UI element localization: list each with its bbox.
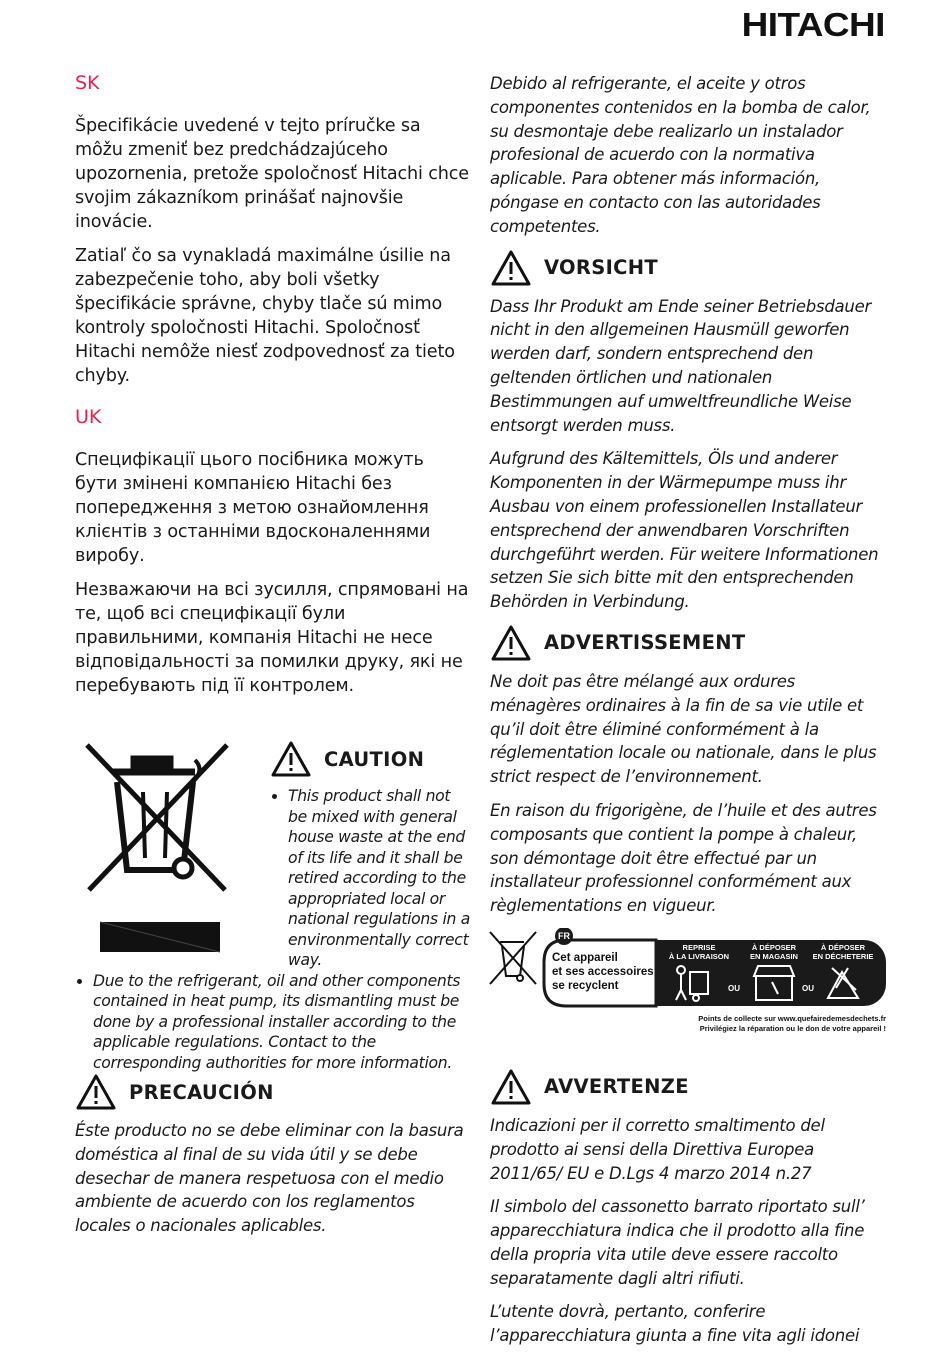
crossed-bin-small-icon bbox=[490, 932, 536, 984]
avvertenze-heading bbox=[490, 1068, 890, 1106]
fr-col1-b: À LA LIVRAISON bbox=[668, 951, 730, 961]
caution-title: CAUTION bbox=[324, 747, 425, 771]
fr-footer-2: Privilégiez la réparation ou le don de votre appareil ! bbox=[699, 1023, 886, 1033]
avvertenze-paragraph-2: Il simbolo del cassonetto barrato riportato sull’ apparecchiatura indica che il prodotto alla fine della propria vita utile deve essere raccolto separatamente dagli altri rifiuti. bbox=[490, 1197, 865, 1288]
warning-icon bbox=[270, 740, 312, 778]
fr-col3-a: À DÉPOSER bbox=[820, 942, 866, 952]
fr-line-1: Cet appareil bbox=[552, 951, 618, 964]
warning-icon bbox=[490, 624, 532, 662]
fr-line-2: et ses accessoires bbox=[552, 965, 654, 978]
fr-col2-a: À DÉPOSER bbox=[751, 942, 797, 952]
avertissement-title: ADVERTISSEMENT bbox=[544, 631, 746, 655]
lang-label-uk: UK bbox=[75, 406, 102, 428]
sk-paragraph-2: Zatiaľ čo sa vynakladá maximálne úsilie na zabezpečenie toho, aby boli všetky špecifikácie správne, chyby tlače sú mimo kontroly spoločnosti Hitachi. Spoločnosť Hitachi nemôže niesť zodpovednosť za tieto chyby. bbox=[75, 246, 455, 386]
fr-footer-1: Points de collecte sur www.quefairedemesdechets.fr bbox=[698, 1013, 886, 1023]
avvertenze-paragraph-1: Indicazioni per il corretto smaltimento del prodotto ai sensi della Direttiva Europea 2011/65/ EU e D.Lgs 4 marzo 2014 n.27 bbox=[490, 1115, 825, 1183]
fr-badge: FR bbox=[558, 930, 570, 941]
caution-bullet-1: • This product shall not be mixed with general house waste at the end of its life and it shall be retired according to the appropriated local or national regulations in a environmentally correct way. bbox=[288, 786, 470, 971]
fr-ou-2: OU bbox=[802, 983, 814, 993]
caution-heading bbox=[270, 740, 470, 778]
precaucion-paragraph: Éste producto no se debe eliminar con la basura doméstica al final de su vida útil y se debe desechar de manera respetuosa con el medio ambiente de acuerdo con los reglamentos locales o nacionales aplicables. bbox=[75, 1121, 464, 1236]
uk-paragraph-1: Специфікації цього посібника можуть бути змінені компанією Hitachi без попередження з метою ознайомлення клієнтів з останніми вдосконаленнями виробу. bbox=[75, 450, 431, 566]
vorsicht-heading bbox=[490, 249, 890, 287]
fr-line-3: se recyclent bbox=[552, 979, 619, 992]
fr-col3-b: EN DÉCHETERIE bbox=[812, 951, 874, 961]
uk-paragraph-2: Незважаючи на всі зусилля, спрямовані на те, щоб всі специфікації були правильними, компанія Hitachi не несе відповідальності за помилки друку, які не перебувають під її контролем. bbox=[75, 580, 469, 696]
warning-icon bbox=[490, 249, 532, 287]
vorsicht-paragraph-2: Aufgrund des Kältemittels, Öls und anderer Komponenten in der Wärmepumpe muss ihr Ausbau von einem professionellen Installateur entsprechend der anwendbaren Vorschriften durchgeführt werden. Für weitere Informationen setzen Sie sich bitte mit den entsprechenden Behörden in Verbindung. bbox=[490, 449, 879, 612]
hitachi-logo: HITACHI bbox=[741, 6, 885, 43]
vorsicht-title: VORSICHT bbox=[544, 256, 658, 280]
sk-paragraph-1: Špecifikácie uvedené v tejto príručke sa môžu zmeniť bez predchádzajúceho upozornenia, pretože spoločnosť Hitachi chce svojim zákazníkom prinášať najnovšie inovácie. bbox=[75, 116, 469, 232]
right-column bbox=[490, 72, 890, 1358]
avvertenze-title: AVVERTENZE bbox=[544, 1075, 689, 1099]
fr-col1-a: REPRISE bbox=[682, 942, 716, 952]
warning-icon bbox=[75, 1073, 117, 1111]
caution-bullet-2: • Due to the refrigerant, oil and other components contained in heat pump, its dismantling must be done by a professional installer according to the applicable regulations. Contact to the corresponding authorities for more information. bbox=[93, 971, 470, 1074]
fr-col2-b: EN MAGASIN bbox=[750, 951, 798, 961]
avvertenze-paragraph-3: L’utente dovrà, pertanto, conferire l’apparecchiatura giunta a fine vita agli idonei bbox=[490, 1302, 860, 1346]
left-column bbox=[75, 70, 470, 1248]
crossed-bin-icon bbox=[75, 740, 245, 958]
vorsicht-paragraph-1: Dass Ihr Produkt am Ende seiner Betriebsdauer nicht in den allgemeinen Hausmüll geworfen werden darf, sondern entsprechend den geltenden örtlichen und nationalen Bestimmungen auf umweltfreundliche Weise entsorgt werden muss. bbox=[490, 296, 872, 435]
lang-label-sk: SK bbox=[75, 72, 100, 94]
avertissement-heading bbox=[490, 624, 890, 662]
fr-ou-1: OU bbox=[728, 983, 740, 993]
precaucion-heading bbox=[75, 1073, 470, 1111]
caution-section bbox=[75, 740, 470, 971]
warning-icon bbox=[490, 1068, 532, 1106]
precaucion-title: PRECAUCIÓN bbox=[129, 1080, 274, 1104]
avertissement-paragraph-2: En raison du frigorigène, de l’huile et des autres composants que contient la pompe à chaleur, son démontage doit être effectué par un installateur professionnel conformément aux règlementations en vigueur. bbox=[490, 800, 877, 916]
fr-recycling-label bbox=[486, 928, 890, 1042]
caution-box bbox=[245, 740, 470, 971]
es-continued-paragraph: Debido al refrigerante, el aceite y otros componentes contenidos en la bomba de calor, su desmontaje debe realizarlo un instalador profesional de acuerdo con la normativa aplicable. Para obtener más información, póngase en contacto con las autoridades competentes. bbox=[490, 74, 871, 236]
avertissement-paragraph-1: Ne doit pas être mélangé aux ordures ménagères ordinaires à la fin de sa vie utile et qu’il doit être éliminé conformément à la réglementation locale ou nationale, dans le plus strict respect de l’environnement. bbox=[490, 671, 877, 787]
